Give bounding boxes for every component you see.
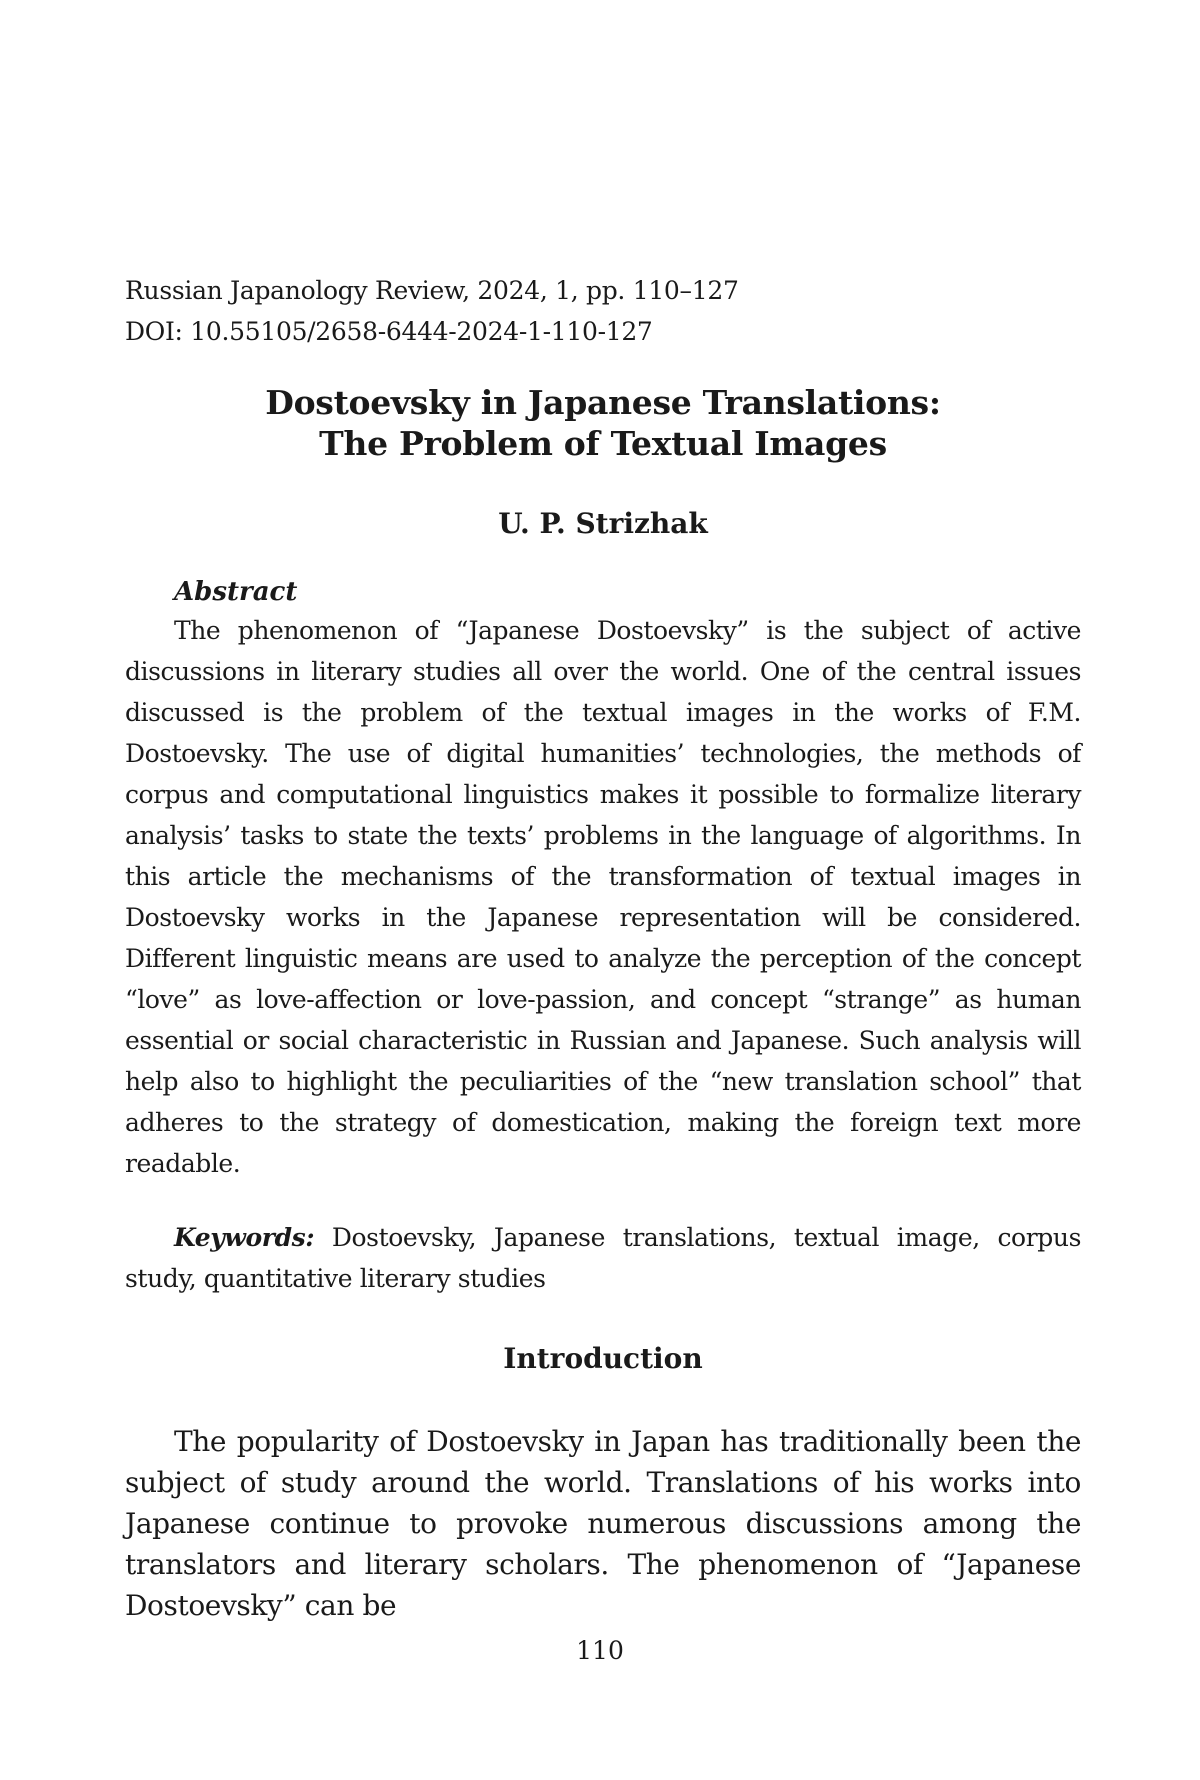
abstract-heading: Abstract bbox=[174, 577, 298, 607]
article-page bbox=[125, 270, 1081, 1654]
abstract-text: The phenomenon of “Japanese Dostoevsky” is the subject of active discussions in literary studies all over the world. One of the central issues discussed is the problem of the textual images in the works of F.M. Dostoevsky. The use of digital humanities’ technologies, the methods of corpus and computational linguistics makes it possible to formalize literary analysis’ tasks to state the texts’ problems in the language of algorithms. In this article the mechanisms of the transformation of textual images in Dostoevsky works in the Japanese representation will be considered. Different linguistic means are used to analyze the perception of the concept “love” as love-affection or love-passion, and concept “strange” as human essential or social characteristic in Russian and Japanese. Such analysis will help also to highlight the peculiarities of the “new translation school” that adheres to the strategy of domestication, making the foreign text more readable. bbox=[125, 616, 1081, 1178]
article-title-line-2: The Problem of Textual Images bbox=[319, 424, 887, 463]
introduction-heading: Introduction bbox=[503, 1342, 703, 1375]
doi-line: DOI: 10.55105/2658-6444-2024-1-110-127 bbox=[125, 317, 653, 346]
article-title-line-1: Dostoevsky in Japanese Translations: bbox=[265, 383, 941, 422]
keywords-paragraph bbox=[125, 1217, 1081, 1299]
introduction-text: The popularity of Dostoevsky in Japan has traditionally been the subject of study around the world. Translations of his works into Japanese continue to provoke numerous discussions among the translators and literary scholars. The phenomenon of “Japanese Dostoevsky” can be bbox=[125, 1425, 1081, 1622]
journal-citation: Russian Japanology Review, 2024, 1, pp. 110–127 bbox=[125, 276, 739, 305]
article-title bbox=[125, 382, 1081, 464]
author-name: U. P. Strizhak bbox=[498, 507, 708, 540]
keywords-text: Dostoevsky, Japanese translations, textual image, corpus study, quantitative literary studies bbox=[125, 1223, 1081, 1293]
keywords-label: Keywords: bbox=[174, 1223, 315, 1252]
page-number: 110 bbox=[576, 1636, 624, 1665]
